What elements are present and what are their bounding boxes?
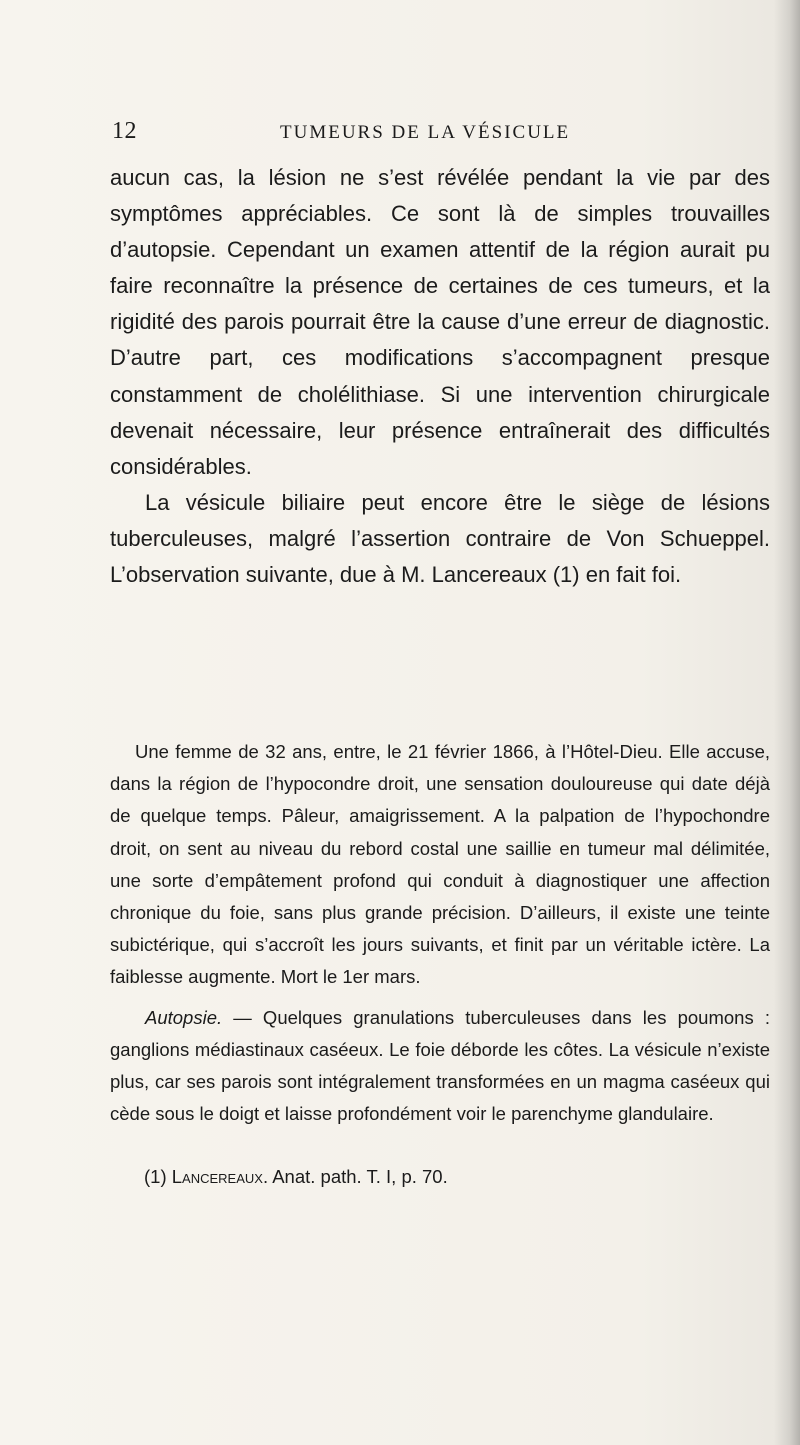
page-header	[112, 118, 772, 146]
page-number: 12	[112, 118, 137, 144]
clinical-observation	[110, 736, 770, 1130]
footnote-marker: (1)	[144, 1166, 172, 1187]
autopsy-text: — Quelques granulations tuberculeuses dans les poumons : ganglions médiastinaux caséeux. Le foie déborde les côtes. La vésicule n’existe plus, car ses parois sont intégralement transformées en un magma caséeux qui cède sous le doigt et laisse profondément voir le parenchyme glandulaire.	[110, 1006, 770, 1125]
running-title: TUMEURS DE LA VÉSICULE	[280, 122, 571, 143]
main-body-text	[110, 160, 770, 593]
body-paragraph: La vésicule biliaire peut encore être le siège de lésions tuberculeuses, malgré l’assertion contraire de Von Schueppel. L’observation suivante, due à M. Lancereaux (1) en fait foi.	[110, 489, 770, 588]
body-paragraph: aucun cas, la lésion ne s’est révélée pendant la vie par des symptômes appréciables. Ce sont là de simples trouvailles d’autopsie. Cependant un examen attentif de la région aurait pu faire reconnaître la présence de certaines de ces tumeurs, et la rigidité des parois pourrait être la cause d’une erreur de diagnostic. D’autre part, ces modifications s’accompagnent presque constamment de cholélithiase. Si une intervention chirurgicale devenait nécessaire, leur présence entraînerait des difficultés considérables.	[110, 165, 770, 479]
autopsy-paragraph	[110, 1002, 770, 1131]
footnote-author: Lancereaux	[171, 1166, 263, 1187]
case-description: Une femme de 32 ans, entre, le 21 février 1866, à l’Hôtel-Dieu. Elle accuse, dans la région de l’hypocondre droit, une sensation douloureuse qui date déjà de quelque temps. Pâleur, amaigrissement. A la palpation de l’hypochondre droit, on sent au niveau du rebord costal une saillie en tumeur mal délimitée, une sorte d’empâtement profond qui conduit à diagnostiquer une affection chronique du foie, sans plus grande précision. D’ailleurs, il existe une teinte subictérique, qui s’accroît les jours suivants, et finit par un véritable ictère. La faiblesse augmente. Mort le 1er mars.	[110, 741, 770, 988]
autopsy-label: Autopsie.	[145, 1006, 223, 1028]
footnote	[144, 1163, 770, 1191]
page-edge-shadow	[774, 0, 800, 1445]
footnote-reference: . Anat. path. T. I, p. 70.	[262, 1166, 448, 1187]
